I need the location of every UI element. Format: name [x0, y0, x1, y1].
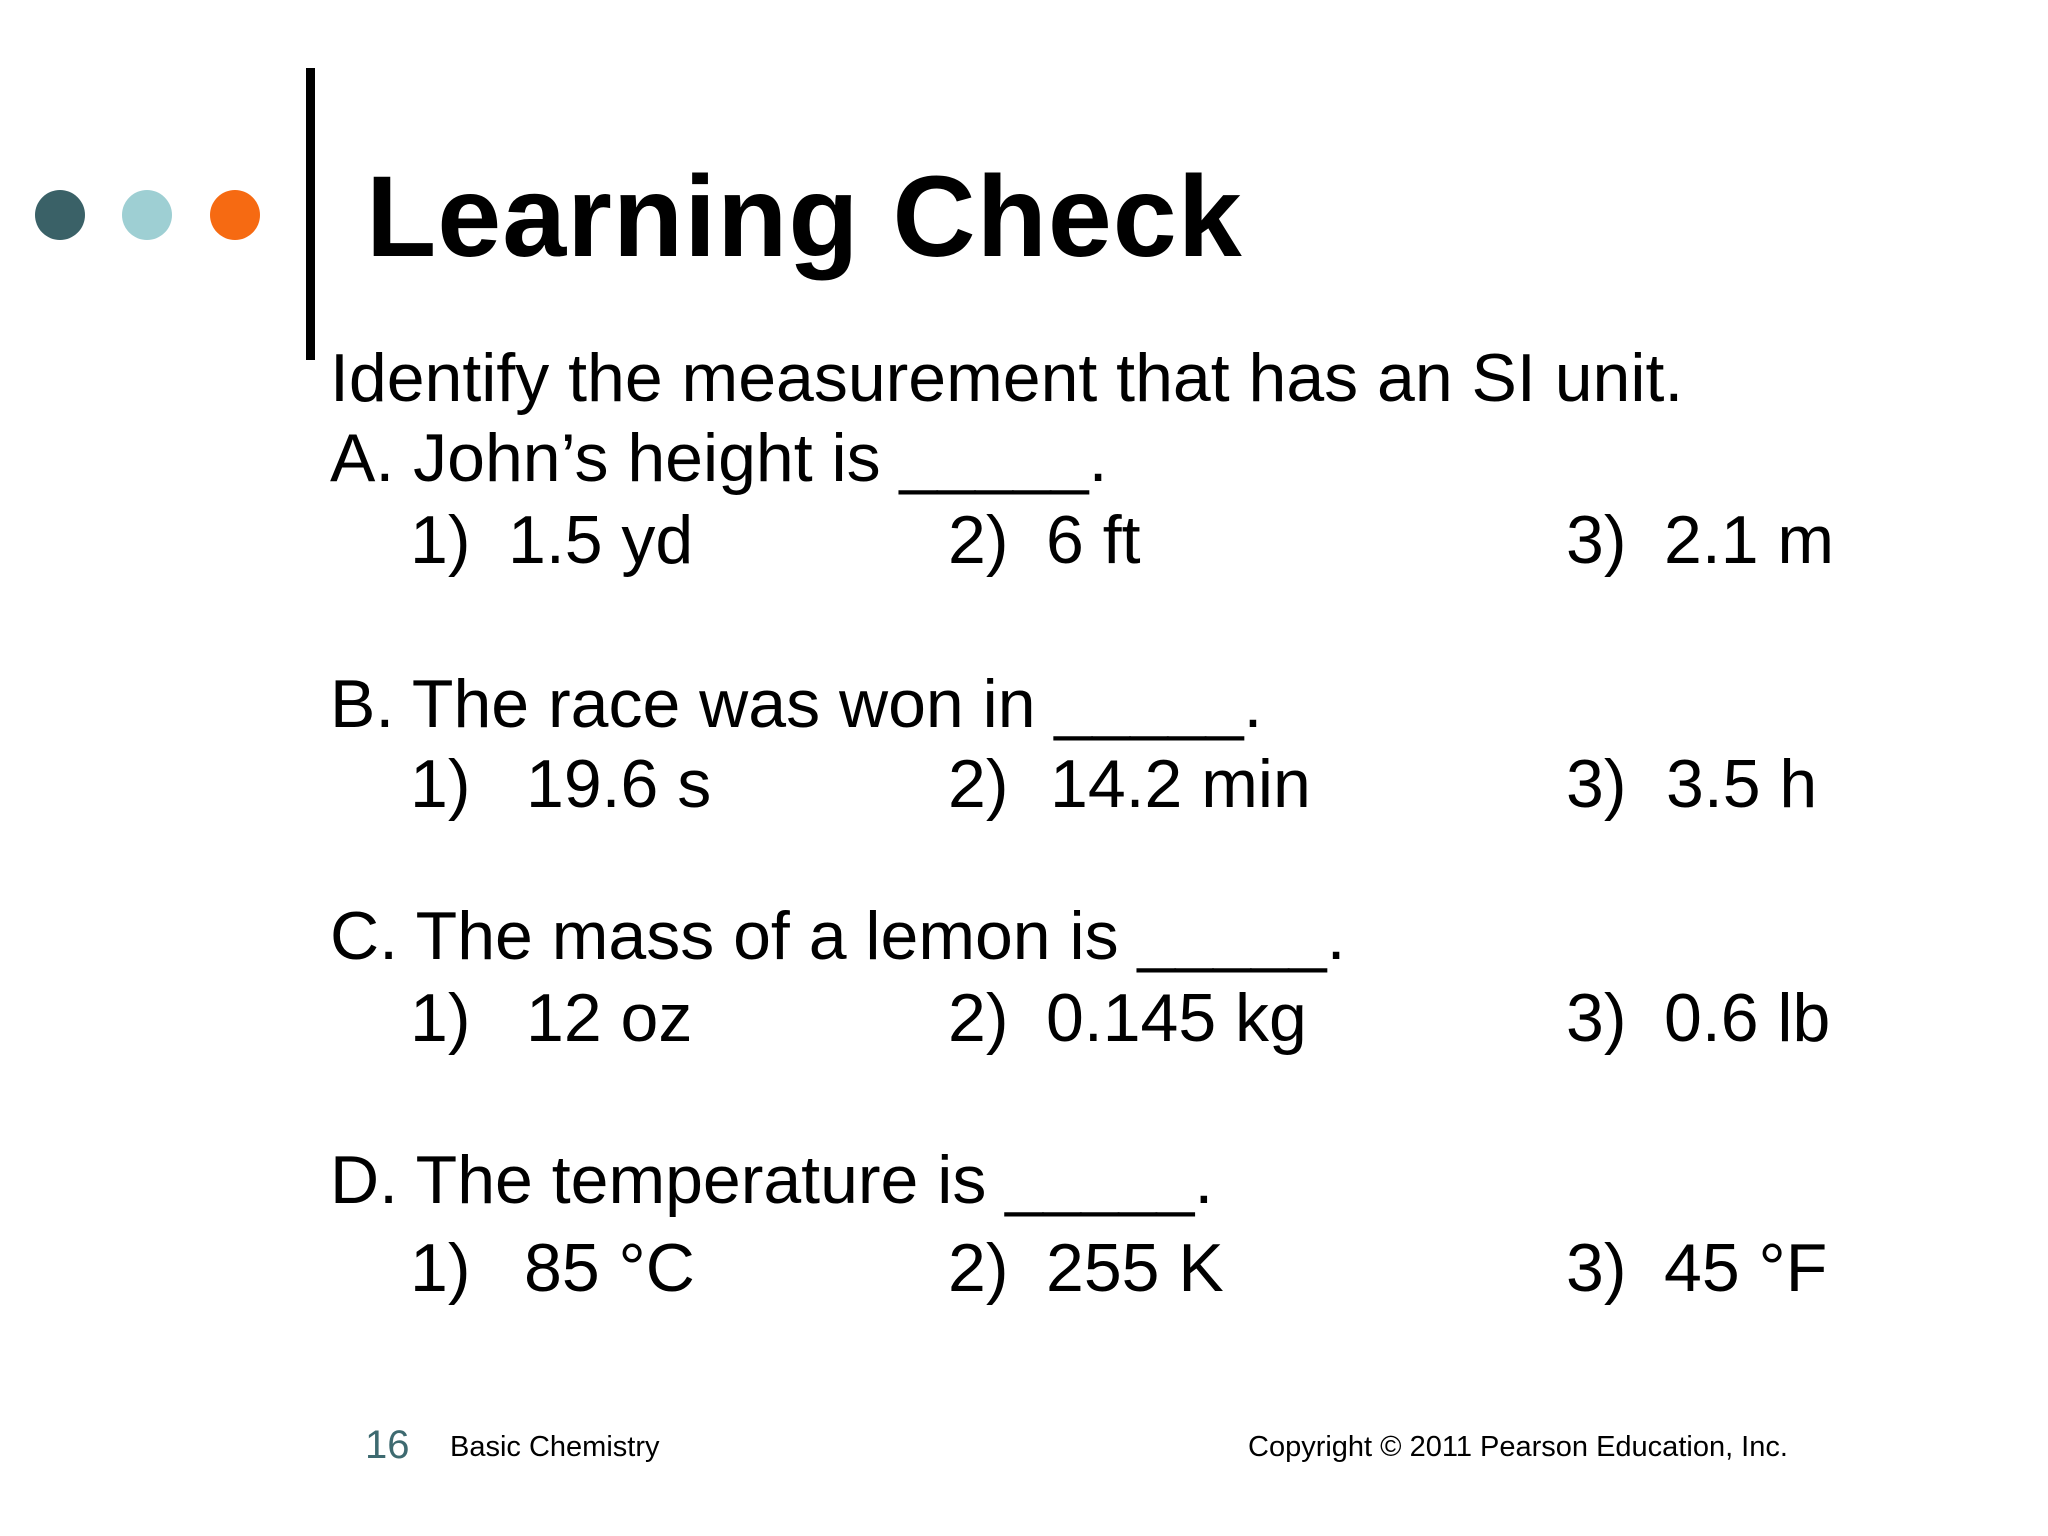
question-d-option-2-number: 2) — [948, 1230, 1009, 1306]
question-b-option-3-number: 3) — [1566, 746, 1627, 822]
decorative-dot-dark — [35, 190, 85, 240]
question-c-option-1-number: 1) — [410, 980, 471, 1056]
question-a-option-1-number: 1) — [410, 502, 471, 578]
question-intro: Identify the measurement that has an SI unit. — [330, 340, 1684, 416]
question-a-option-2-number: 2) — [948, 502, 1009, 578]
question-c-option-1-value: 12 oz — [526, 980, 693, 1056]
question-b-option-1-value: 19.6 s — [526, 746, 712, 822]
slide-page-number: 16 — [365, 1423, 410, 1467]
question-b-option-3-value: 3.5 h — [1666, 746, 1818, 822]
footer-course-title: Basic Chemistry — [450, 1431, 660, 1463]
question-d-option-3-number: 3) — [1566, 1230, 1627, 1306]
question-d-option-3-value: 45 °F — [1664, 1230, 1828, 1306]
question-d-option-2-value: 255 K — [1046, 1230, 1224, 1306]
question-b-option-1-number: 1) — [410, 746, 471, 822]
question-d-prompt: D. The temperature is _____. — [330, 1142, 1214, 1218]
question-a-option-1-value: 1.5 yd — [508, 502, 694, 578]
question-a-prompt: A. John’s height is _____. — [330, 420, 1108, 496]
question-d-option-1-number: 1) — [410, 1230, 471, 1306]
slide-title: Learning Check — [366, 153, 1243, 281]
question-c-option-2-value: 0.145 kg — [1046, 980, 1307, 1056]
footer-copyright: Copyright © 2011 Pearson Education, Inc. — [1248, 1431, 1788, 1463]
title-divider-line — [306, 68, 315, 360]
decorative-dot-light — [122, 190, 172, 240]
question-b-option-2-number: 2) — [948, 746, 1009, 822]
question-c-option-3-number: 3) — [1566, 980, 1627, 1056]
question-c-prompt: C. The mass of a lemon is _____. — [330, 898, 1346, 974]
decorative-dot-orange — [210, 190, 260, 240]
question-a-option-3-number: 3) — [1566, 502, 1627, 578]
question-b-prompt: B. The race was won in _____. — [330, 666, 1263, 742]
question-d-option-1-value: 85 °C — [524, 1230, 695, 1306]
question-c-option-2-number: 2) — [948, 980, 1009, 1056]
question-a-option-3-value: 2.1 m — [1664, 502, 1835, 578]
question-b-option-2-value: 14.2 min — [1050, 746, 1311, 822]
question-c-option-3-value: 0.6 lb — [1664, 980, 1831, 1056]
question-a-option-2-value: 6 ft — [1046, 502, 1141, 578]
